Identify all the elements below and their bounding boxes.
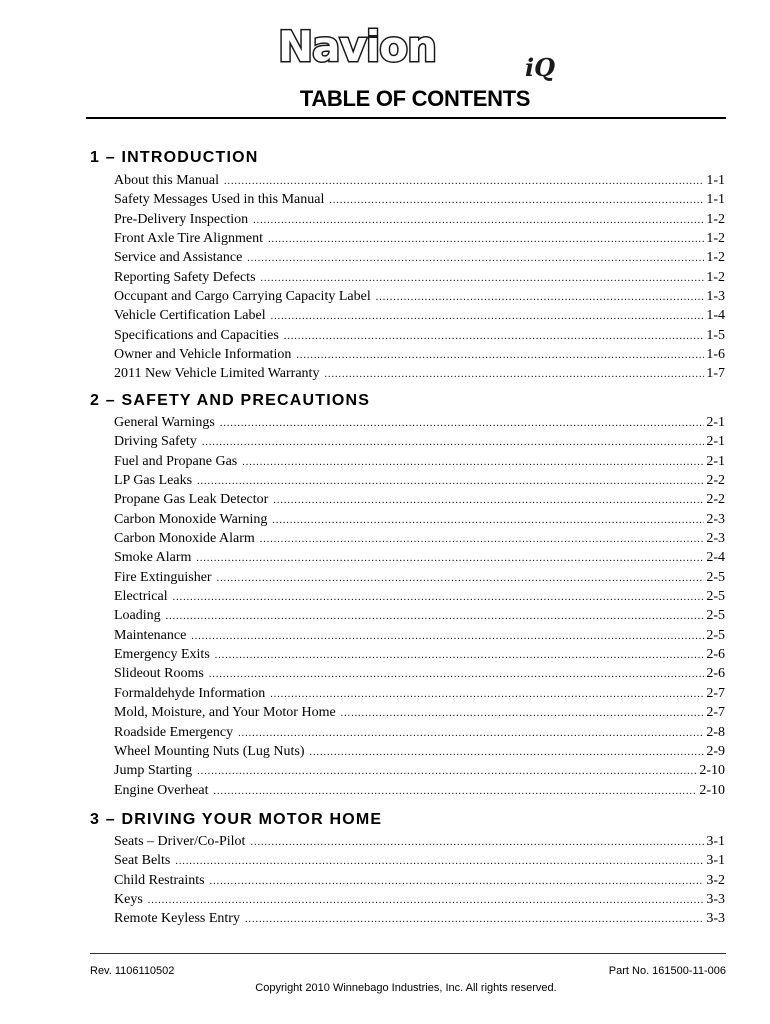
toc-entry-label: Loading bbox=[114, 608, 161, 624]
toc-entry-label: About this Manual bbox=[114, 173, 219, 188]
toc-entry[interactable] bbox=[114, 832, 725, 851]
part-number: Part No. 161500-11-006 bbox=[608, 965, 726, 977]
toc-entry[interactable] bbox=[114, 364, 725, 383]
toc-entry[interactable] bbox=[114, 703, 725, 722]
toc-entry-label: Emergency Exits bbox=[114, 647, 210, 663]
navion-iq-logo bbox=[278, 24, 568, 86]
toc-entry[interactable] bbox=[114, 287, 725, 306]
toc-entry-page-number: 1-2 bbox=[706, 269, 725, 285]
toc-entry-page-number: 2-4 bbox=[706, 550, 725, 566]
toc-entry-label: Remote Keyless Entry bbox=[114, 911, 240, 927]
toc-entry-label: Pre-Delivery Inspection bbox=[114, 211, 249, 227]
toc-entry[interactable] bbox=[114, 684, 725, 703]
toc-entry-label: Front Axle Tire Alignment bbox=[114, 231, 263, 247]
dot-leader bbox=[175, 852, 704, 870]
toc-entry-label: Wheel Mounting Nuts (Lug Nuts) bbox=[114, 743, 305, 759]
toc-entry-page-number: 2-9 bbox=[706, 743, 725, 759]
dot-leader bbox=[202, 433, 705, 451]
dot-leader bbox=[238, 724, 704, 742]
toc-entry-page-number: 2-5 bbox=[706, 627, 725, 643]
toc-entry[interactable] bbox=[114, 548, 725, 567]
dot-leader bbox=[209, 665, 704, 683]
dot-leader bbox=[196, 549, 704, 567]
logo-brand-text: Navion bbox=[278, 22, 437, 71]
page-title: TABLE OF CONTENTS bbox=[299, 86, 531, 111]
dot-leader bbox=[284, 327, 704, 345]
dot-leader bbox=[271, 307, 705, 325]
dot-leader bbox=[245, 910, 704, 928]
logo-model-text: iQ bbox=[525, 53, 556, 82]
toc-entry[interactable] bbox=[114, 742, 725, 761]
toc-entry-page-number: 1-7 bbox=[706, 366, 725, 382]
section-heading-introduction: 1 – INTRODUCTION bbox=[90, 149, 259, 166]
dot-leader bbox=[148, 891, 705, 909]
toc-entry-label: Propane Gas Leak Detector bbox=[114, 492, 269, 508]
toc-entry[interactable] bbox=[114, 432, 725, 451]
toc-entry-label: General Warnings bbox=[114, 415, 215, 430]
toc-entry-page-number: 2-3 bbox=[706, 531, 725, 547]
toc-entry-label: Owner and Vehicle Information bbox=[114, 347, 292, 363]
toc-entry-page-number: 1-2 bbox=[706, 250, 725, 266]
toc-entry[interactable] bbox=[114, 490, 725, 509]
toc-entry-label: Carbon Monoxide Warning bbox=[114, 511, 268, 527]
toc-entry[interactable] bbox=[114, 781, 725, 800]
toc-entry[interactable] bbox=[114, 190, 725, 209]
toc-entry-page-number: 2-3 bbox=[706, 511, 725, 527]
toc-entry-label: Seats – Driver/Co-Pilot bbox=[114, 834, 246, 849]
toc-entry[interactable] bbox=[114, 587, 725, 606]
toc-entry[interactable] bbox=[114, 761, 725, 780]
dot-leader bbox=[273, 491, 704, 509]
toc-entry-label: Formaldehyde Information bbox=[114, 685, 266, 701]
toc-entry[interactable] bbox=[114, 568, 725, 587]
toc-entry-label: Child Restraints bbox=[114, 872, 205, 888]
toc-entry[interactable] bbox=[114, 909, 725, 928]
copyright-notice: Copyright 2010 Winnebago Industries, Inc. All rights reserved. bbox=[255, 982, 557, 994]
section-heading-driving: 3 – DRIVING YOUR MOTOR HOME bbox=[90, 811, 383, 828]
toc-entry[interactable] bbox=[114, 413, 725, 432]
dot-leader bbox=[296, 346, 704, 364]
toc-entry-label: Carbon Monoxide Alarm bbox=[114, 531, 255, 547]
toc-entry[interactable] bbox=[114, 171, 725, 190]
section-entries-safety bbox=[114, 413, 725, 800]
toc-entry-page-number: 2-7 bbox=[706, 705, 725, 721]
toc-entry-page-number: 3-2 bbox=[706, 872, 725, 888]
toc-entry[interactable] bbox=[114, 345, 725, 364]
toc-entry[interactable] bbox=[114, 471, 725, 490]
dot-leader bbox=[197, 472, 704, 490]
toc-entry-page-number: 2-5 bbox=[706, 608, 725, 624]
toc-entry[interactable] bbox=[114, 851, 725, 870]
toc-entry-page-number: 3-1 bbox=[706, 834, 725, 849]
toc-entry-label: Service and Assistance bbox=[114, 250, 243, 266]
toc-entry-label: Safety Messages Used in this Manual bbox=[114, 192, 325, 208]
toc-entry-page-number: 2-1 bbox=[706, 453, 725, 469]
toc-entry-label: 2011 New Vehicle Limited Warranty bbox=[114, 366, 320, 382]
toc-entry-page-number: 2-10 bbox=[699, 782, 725, 798]
toc-entry-page-number: 2-6 bbox=[706, 666, 725, 682]
toc-entry-page-number: 3-3 bbox=[706, 911, 725, 927]
toc-entry-label: Slideout Rooms bbox=[114, 666, 204, 682]
toc-entry-label: Mold, Moisture, and Your Motor Home bbox=[114, 705, 336, 721]
toc-entry-page-number: 2-1 bbox=[706, 434, 725, 450]
dot-leader bbox=[247, 249, 704, 267]
toc-entry-page-number: 3-3 bbox=[706, 892, 725, 908]
dot-leader bbox=[310, 743, 705, 761]
title-divider bbox=[86, 117, 726, 119]
toc-entry[interactable] bbox=[114, 626, 725, 645]
toc-entry[interactable] bbox=[114, 529, 725, 548]
toc-entry-label: Engine Overheat bbox=[114, 782, 209, 798]
toc-entry[interactable] bbox=[114, 871, 725, 890]
dot-leader bbox=[173, 588, 705, 606]
toc-entry-page-number: 1-2 bbox=[706, 231, 725, 247]
toc-entry[interactable] bbox=[114, 606, 725, 625]
toc-entry[interactable] bbox=[114, 890, 725, 909]
toc-entry-label: Electrical bbox=[114, 589, 168, 605]
dot-leader bbox=[268, 230, 704, 248]
toc-entry-page-number: 2-10 bbox=[699, 763, 725, 779]
dot-leader bbox=[253, 211, 704, 229]
toc-entry-label: Roadside Emergency bbox=[114, 724, 234, 740]
dot-leader bbox=[242, 453, 704, 471]
dot-leader bbox=[324, 365, 704, 383]
toc-entry-page-number: 1-2 bbox=[706, 211, 725, 227]
toc-entry-page-number: 1-5 bbox=[706, 327, 725, 343]
toc-entry-label: Specifications and Capacities bbox=[114, 327, 279, 343]
toc-entry-label: Maintenance bbox=[114, 627, 187, 643]
toc-entry[interactable] bbox=[114, 268, 725, 287]
toc-entry[interactable] bbox=[114, 229, 725, 248]
toc-entry[interactable] bbox=[114, 452, 725, 471]
toc-entry-page-number: 2-5 bbox=[706, 589, 725, 605]
toc-entry-label: Fuel and Propane Gas bbox=[114, 453, 238, 469]
dot-leader bbox=[217, 569, 705, 587]
dot-leader bbox=[210, 872, 705, 890]
dot-leader bbox=[213, 782, 697, 800]
toc-entry-page-number: 1-1 bbox=[706, 173, 725, 188]
toc-entry[interactable] bbox=[114, 306, 725, 325]
toc-entry-page-number: 2-2 bbox=[706, 492, 725, 508]
toc-entry-page-number: 1-3 bbox=[706, 289, 725, 305]
toc-entry-label: Driving Safety bbox=[114, 434, 197, 450]
toc-entry[interactable] bbox=[114, 326, 725, 345]
toc-entry[interactable] bbox=[114, 664, 725, 683]
footer-divider bbox=[90, 953, 726, 954]
dot-leader bbox=[272, 511, 704, 529]
toc-entry-label: Keys bbox=[114, 892, 143, 908]
dot-leader bbox=[341, 704, 705, 722]
toc-entry-label: Occupant and Cargo Carrying Capacity Label bbox=[114, 289, 371, 305]
toc-entry-page-number: 1-1 bbox=[706, 192, 725, 208]
dot-leader bbox=[329, 191, 704, 209]
toc-entry-page-number: 1-4 bbox=[706, 308, 725, 324]
dot-leader bbox=[376, 288, 705, 306]
toc-entry-label: LP Gas Leaks bbox=[114, 473, 193, 489]
toc-entry[interactable] bbox=[114, 210, 725, 229]
toc-entry[interactable] bbox=[114, 645, 725, 664]
dot-leader bbox=[261, 269, 705, 287]
dot-leader bbox=[250, 833, 704, 851]
section-entries-driving bbox=[114, 832, 725, 929]
toc-entry-page-number: 3-1 bbox=[706, 853, 725, 869]
toc-entry-label: Vehicle Certification Label bbox=[114, 308, 266, 324]
toc-entry-page-number: 2-6 bbox=[706, 647, 725, 663]
toc-entry-label: Fire Extinguisher bbox=[114, 569, 212, 585]
toc-entry-label: Jump Starting bbox=[114, 763, 193, 779]
toc-entry-label: Seat Belts bbox=[114, 853, 171, 869]
toc-entry[interactable] bbox=[114, 510, 725, 529]
dot-leader bbox=[197, 762, 697, 780]
section-heading-safety: 2 – SAFETY AND PRECAUTIONS bbox=[90, 392, 371, 409]
toc-entry-page-number: 2-8 bbox=[706, 724, 725, 740]
toc-entry-label: Smoke Alarm bbox=[114, 550, 192, 566]
dot-leader bbox=[166, 607, 705, 625]
dot-leader bbox=[215, 646, 705, 664]
toc-entry-label: Reporting Safety Defects bbox=[114, 269, 256, 285]
dot-leader bbox=[260, 530, 705, 548]
toc-entry-page-number: 2-7 bbox=[706, 685, 725, 701]
section-entries-introduction bbox=[114, 171, 725, 384]
dot-leader bbox=[270, 685, 704, 703]
dot-leader bbox=[220, 414, 704, 432]
toc-entry-page-number: 2-2 bbox=[706, 473, 725, 489]
toc-entry-page-number: 2-5 bbox=[706, 569, 725, 585]
toc-entry[interactable] bbox=[114, 723, 725, 742]
dot-leader bbox=[224, 172, 704, 190]
toc-entry-page-number: 2-1 bbox=[706, 415, 725, 430]
revision-number: Rev. 1106110502 bbox=[90, 965, 175, 977]
toc-entry[interactable] bbox=[114, 248, 725, 267]
toc-entry-page-number: 1-6 bbox=[706, 347, 725, 363]
dot-leader bbox=[191, 627, 704, 645]
